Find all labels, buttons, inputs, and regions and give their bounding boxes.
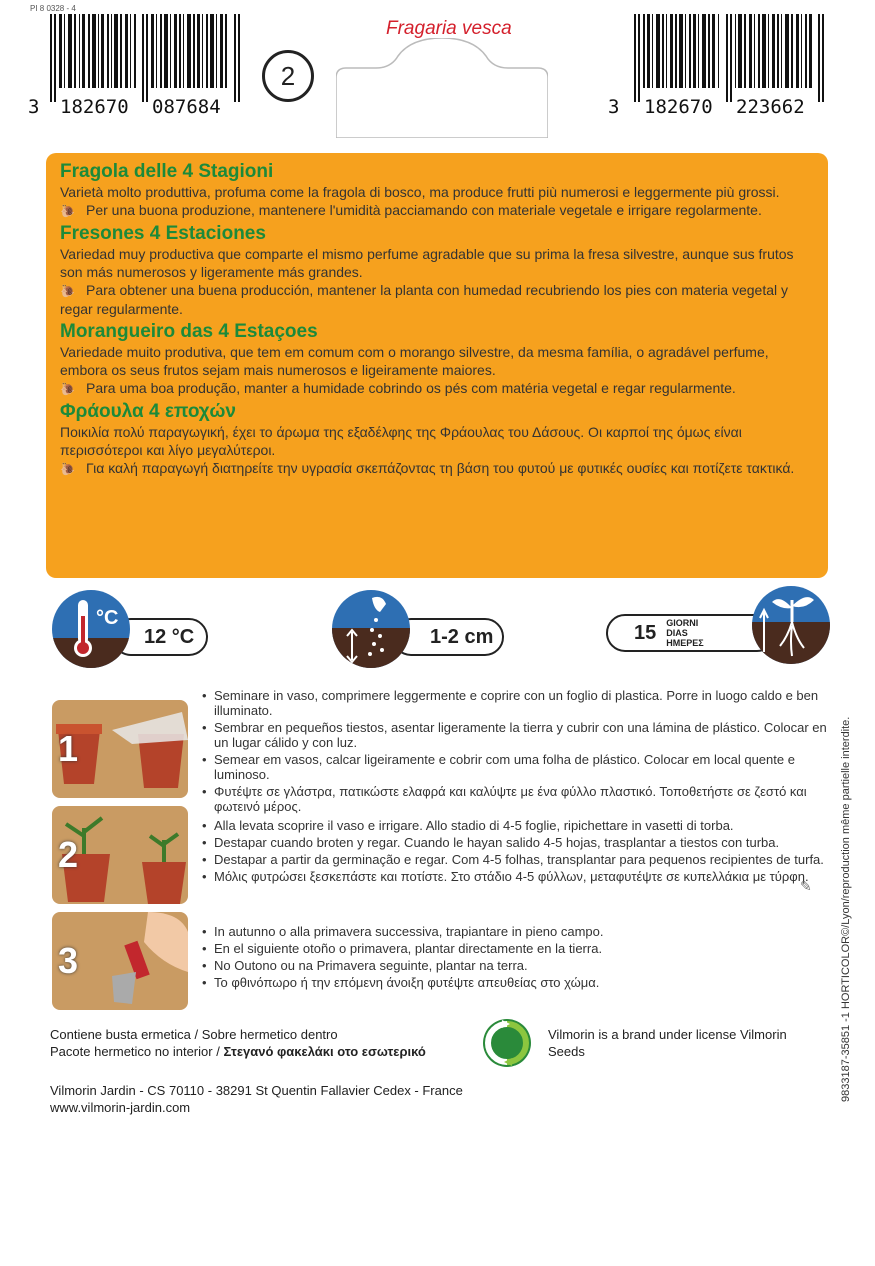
section-text: Variedade muito produtiva, que tem em comum com o morango silvestre, da mesma família, o agradável perfume, embora os seus frutos sejam mais numerosos e ligeiramente maiores.	[60, 344, 769, 378]
tip-leaf-icon: 🐌	[60, 284, 75, 298]
description-box	[46, 153, 828, 578]
packaging-line2	[50, 1043, 426, 1060]
section-text: Ποικιλία πολύ παραγωγική, έχει το άρωμα της εξαδέλφης της Φράουλας του Δάσους. Οι καρποί της όμως είναι περισσότεροι και λίγο μεγαλύτεροι.	[60, 424, 742, 458]
barcode-left-digit: 3	[28, 96, 40, 118]
company-info	[50, 1082, 463, 1116]
section-tip-text: Para uma boa produção, manter a humidade cobrindo os pés com matéria vegetal e regar regularmente.	[86, 380, 736, 396]
step-3-image	[52, 912, 188, 1010]
step-3-it: • In autunno o alla primavera successiva, trapiantare in pieno campo.	[202, 924, 832, 939]
species-name: Fragaria vesca	[386, 18, 512, 39]
sowing-info-row	[0, 590, 875, 670]
barcode-right-digit: 3	[608, 96, 620, 118]
green-dot-recycling-icon	[482, 1018, 532, 1068]
section-text: Variedad muy productiva que comparte el mismo perfume agradable que su prima la fresa silvestre, aunque sus frutos son más numerosos y ligeramente más grandes.	[60, 246, 794, 280]
section-it	[60, 161, 814, 220]
step-2-image	[52, 806, 188, 904]
packaging-line2-pt: Pacote hermetico no interior /	[50, 1044, 220, 1059]
company-address: Vilmorin Jardin - CS 70110 - 38291 St Quentin Fallavier Cedex - France	[50, 1083, 463, 1098]
step-3-gr: • Το φθινόπωρο ή την επόμενη άνοιξη φυτέψτε απευθείας στο χώμα.	[202, 975, 832, 990]
brand-license	[548, 1026, 787, 1060]
tip-leaf-icon: 🐌	[60, 462, 75, 476]
step-3-instructions	[202, 924, 832, 992]
unit-es: DIAS	[666, 628, 688, 638]
step-1-number: 1	[58, 728, 79, 769]
tip-leaf-icon: 🐌	[60, 204, 75, 218]
step-1-pt: • Semear em vasos, calcar ligeiramente e cobrir com uma folha de plástico. Colocar em local quente e luminoso.	[202, 752, 832, 782]
section-gr	[60, 401, 814, 478]
sowing-depth-icon	[332, 590, 410, 668]
unit-gr: ΗΜΕΡΕΣ	[666, 638, 704, 648]
step-3-es: • En el siguiente otoño o primavera, plantar directamente en la tierra.	[202, 941, 832, 956]
step-3-number: 3	[58, 940, 79, 981]
barcode-right	[634, 14, 828, 102]
step-2-es: • Destapar cuando broten y regar. Cuando le hayan salido 4-5 hojas, trasplantar a tiestos con turba.	[202, 835, 832, 850]
barcode-left-group2: 087684	[152, 96, 221, 118]
brand-line1: Vilmorin is a brand under license Vilmorin	[548, 1027, 787, 1042]
tip-leaf-icon: 🐌	[60, 382, 75, 396]
package-number: 2	[262, 50, 314, 102]
svg-text:°C: °C	[96, 607, 119, 629]
temperature-value: 12 °C	[112, 618, 208, 656]
section-tip	[60, 201, 814, 220]
step-2-number: 2	[58, 834, 79, 875]
thermometer-icon	[52, 590, 130, 668]
barcode-left-group1: 182670	[60, 96, 129, 118]
step-1-image	[52, 700, 188, 798]
section-title: Fresones 4 Estaciones	[60, 223, 266, 244]
brand-line2: Seeds	[548, 1044, 585, 1059]
barcode-left	[50, 14, 244, 102]
step-1-instructions	[202, 688, 832, 816]
packaging-line2-gr: Στεγανό φακελάκι οτο εσωτερικό	[223, 1044, 426, 1059]
depth-value: 1-2 cm	[392, 618, 504, 656]
step-2-gr: • Μόλις φυτρώσει ξεσκεπάστε και ποτίστε. Στο στάδιο 4-5 φύλλων, μεταφυτέψτε σε κυπελλάκια με τύρφη.	[202, 869, 832, 884]
germination-units	[666, 618, 703, 648]
section-tip-text: Για καλή παραγωγή διατηρείτε την υγρασία σκεπάζοντας τη βάση του φυτού με φυτικές ουσίες και ποτίζετε τακτικά.	[86, 460, 795, 476]
section-tip-text: Para obtener una buena producción, mantener la planta con humedad recubriendo los pies con materia vegetal y regar regularmente.	[60, 282, 789, 317]
step-1-gr: • Φυτέψτε σε γλάστρα, πατικώστε ελαφρά και καλύψτε με ένα φύλλο πλαστικό. Τοποθετήστε σε ζεστό και φωτεινό μέρος.	[202, 784, 832, 814]
barcode-right-group2: 223662	[736, 96, 805, 118]
company-website[interactable]: www.vilmorin-jardin.com	[50, 1100, 191, 1115]
reference-code: PI 8 0328 - 4	[30, 4, 76, 13]
section-title: Morangueiro das 4 Estaçoes	[60, 321, 318, 342]
step-2-instructions	[202, 818, 832, 886]
unit-it: GIORNI	[666, 618, 699, 628]
section-tip	[60, 379, 814, 398]
germination-days: 15	[634, 621, 657, 644]
section-title: Fragola delle 4 Stagioni	[60, 161, 274, 182]
packaging-line1: Contiene busta ermetica / Sobre hermetico dentro	[50, 1027, 338, 1042]
section-tip-text: Per una buona produzione, mantenere l'umidità pacciamando con materiale vegetale e irrigare regolarmente.	[86, 202, 762, 218]
germination-sprout-icon	[752, 586, 830, 664]
section-text: Varietà molto produttiva, profuma come la fragola di bosco, ma produce frutti più numerosi e leggermente più grossi.	[60, 184, 780, 200]
step-1-it: • Seminare in vaso, comprimere leggermente e coprire con un foglio di plastica. Porre in luogo caldo e ben illuminato.	[202, 688, 832, 718]
germination-days-pill	[606, 614, 776, 652]
step-3-pt: • No Outono ou na Primavera seguinte, plantar na terra.	[202, 958, 832, 973]
step-1-es: • Sembrar en pequeños tiestos, asentar ligeramente la tierra y cubrir con una lámina de plástico. Colocar en un lugar cálido y con luz.	[202, 720, 832, 750]
section-tip	[60, 281, 814, 318]
barcode-right-group1: 182670	[644, 96, 713, 118]
step-2-it: • Alla levata scoprire il vaso e irrigare. Allo stadio di 4-5 foglie, ripichettare in vasetti di torba.	[202, 818, 832, 833]
step-2-pt: • Destapar a partir da germinação e regar. Com 4-5 folhas, transplantar para pequenos recipientes de turfa.	[202, 852, 832, 867]
vertical-copyright: 9833187-35851 -1 HORTICOLOR©/Lyon/reproduction même partielle interdite.	[840, 716, 852, 1102]
section-title: Φράουλα 4 εποχών	[60, 401, 236, 422]
section-pt	[60, 321, 814, 398]
section-es	[60, 223, 814, 318]
seed-icon: ✎	[800, 878, 812, 894]
packaging-info	[50, 1026, 426, 1060]
section-tip	[60, 459, 814, 478]
hang-hole	[336, 38, 548, 138]
